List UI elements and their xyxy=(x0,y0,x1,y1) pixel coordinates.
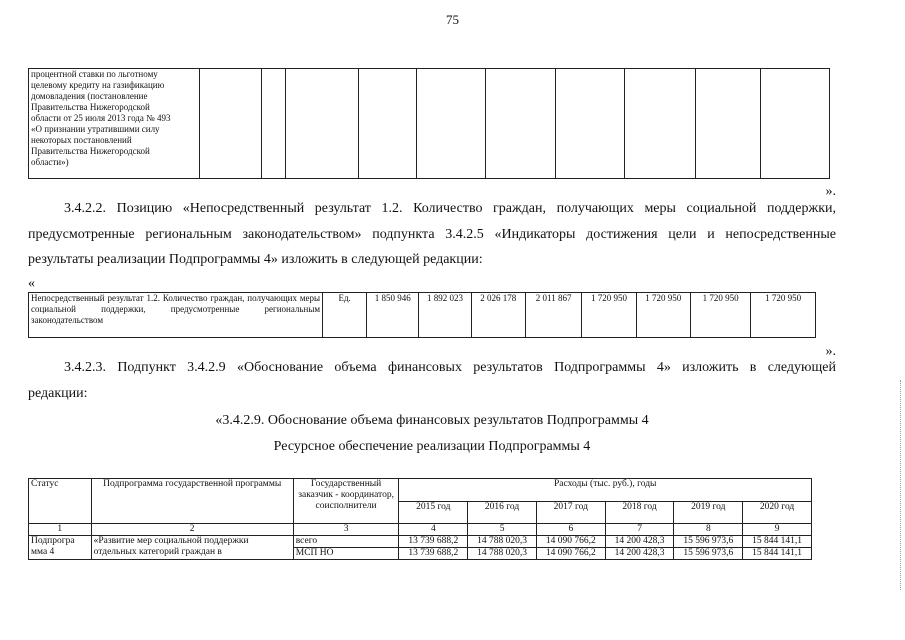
indicator-label: Непосредственный результат 1.2. Количество граждан, получающих меры социальной поддержки, предусмотренные региональным законодательством xyxy=(29,293,323,338)
table-cell xyxy=(556,69,625,179)
table-header-row xyxy=(29,479,812,502)
expense-cell: 13 739 688,2 xyxy=(399,548,468,560)
table-row xyxy=(29,293,816,338)
closing-quote: ». xyxy=(825,184,836,199)
page-number: 75 xyxy=(446,12,459,27)
continuation-table xyxy=(28,68,830,179)
table-row xyxy=(29,536,812,548)
header-year: 2019 год xyxy=(674,501,743,524)
value-cell: 1 720 950 xyxy=(751,293,816,338)
row-program: «Развитие мер социальной поддержки отдельных категорий граждан в xyxy=(91,536,293,560)
table-cell xyxy=(416,69,485,179)
value-cell: 1 720 950 xyxy=(636,293,690,338)
table-cell-description: процентной ставки по льготному целевому кредиту на газификацию домовладения (постановление Правительства Нижегородской области от 25 июля 2013 года № 493 «О признании утратившими силу некоторых постановлений Правительства Нижегородской области») xyxy=(29,69,200,179)
unit-cell: Ед. xyxy=(323,293,367,338)
section-subheading: Ресурсное обеспечение реализации Подпрограммы 4 xyxy=(273,439,591,454)
paragraph-line: 3.4.2.3. Подпункт 3.4.2.9 «Обоснование объема финансовых результатов Подпрограммы 4» изложить в следующей xyxy=(64,360,836,375)
value-cell: 2 026 178 xyxy=(471,293,525,338)
column-number: 4 xyxy=(399,524,468,536)
expense-cell: 15 596 973,6 xyxy=(674,548,743,560)
expense-cell: 14 200 428,3 xyxy=(605,536,674,548)
column-number: 5 xyxy=(468,524,537,536)
expense-cell: 14 788 020,3 xyxy=(468,536,537,548)
table-cell xyxy=(285,69,358,179)
header-year: 2017 год xyxy=(536,501,605,524)
table-row xyxy=(29,69,830,179)
indicator-table xyxy=(28,292,816,338)
section-heading: «3.4.2.9. Обоснование объема финансовых результатов Подпрограммы 4 xyxy=(215,413,649,428)
header-expenses: Расходы (тыс. руб.), годы xyxy=(399,479,812,502)
value-cell: 1 720 950 xyxy=(582,293,636,338)
expense-cell: 15 844 141,1 xyxy=(743,548,812,560)
column-number: 8 xyxy=(674,524,743,536)
margin-dotted-line xyxy=(900,380,901,590)
header-year: 2018 год xyxy=(605,501,674,524)
table-cell xyxy=(761,69,830,179)
row-customer: МСП НО xyxy=(293,548,399,560)
opening-quote: « xyxy=(28,276,35,291)
column-number-row xyxy=(29,524,812,536)
header-year: 2015 год xyxy=(399,501,468,524)
header-program: Подпрограмма государственной программы xyxy=(91,479,293,524)
column-number: 7 xyxy=(605,524,674,536)
resource-table xyxy=(28,478,812,560)
header-year: 2016 год xyxy=(468,501,537,524)
expense-cell: 14 090 766,2 xyxy=(536,536,605,548)
value-cell: 1 720 950 xyxy=(690,293,750,338)
header-status: Статус xyxy=(29,479,92,524)
header-customer: Государственный заказчик - координатор, соисполнители xyxy=(293,479,399,524)
table-cell xyxy=(625,69,696,179)
expense-cell: 13 739 688,2 xyxy=(399,536,468,548)
paragraph-line: предусмотренные региональным законодательством» подпункта 3.4.2.5 «Индикаторы достижения цели и непосредственные xyxy=(28,227,836,242)
column-number: 6 xyxy=(536,524,605,536)
value-cell: 1 892 023 xyxy=(419,293,471,338)
column-number: 9 xyxy=(743,524,812,536)
table-cell xyxy=(696,69,761,179)
row-status: Подпрогра мма 4 xyxy=(29,536,92,560)
value-cell: 1 850 946 xyxy=(367,293,419,338)
paragraph-line: 3.4.2.2. Позицию «Непосредственный результат 1.2. Количество граждан, получающих меры социальной поддержки, xyxy=(64,201,836,216)
table-cell xyxy=(200,69,261,179)
table-cell xyxy=(485,69,556,179)
expense-cell: 14 788 020,3 xyxy=(468,548,537,560)
paragraph-line: редакции: xyxy=(28,386,88,401)
expense-cell: 14 090 766,2 xyxy=(536,548,605,560)
expense-cell: 14 200 428,3 xyxy=(605,548,674,560)
column-number: 3 xyxy=(293,524,399,536)
closing-quote: ». xyxy=(825,344,836,359)
expense-cell: 15 596 973,6 xyxy=(674,536,743,548)
column-number: 2 xyxy=(91,524,293,536)
expense-cell: 15 844 141,1 xyxy=(743,536,812,548)
header-year: 2020 год xyxy=(743,501,812,524)
row-customer: всего xyxy=(293,536,399,548)
paragraph-line: результаты реализации Подпрограммы 4» изложить в следующей редакции: xyxy=(28,252,483,267)
value-cell: 2 011 867 xyxy=(525,293,581,338)
table-cell xyxy=(358,69,416,179)
table-cell xyxy=(261,69,285,179)
column-number: 1 xyxy=(29,524,92,536)
